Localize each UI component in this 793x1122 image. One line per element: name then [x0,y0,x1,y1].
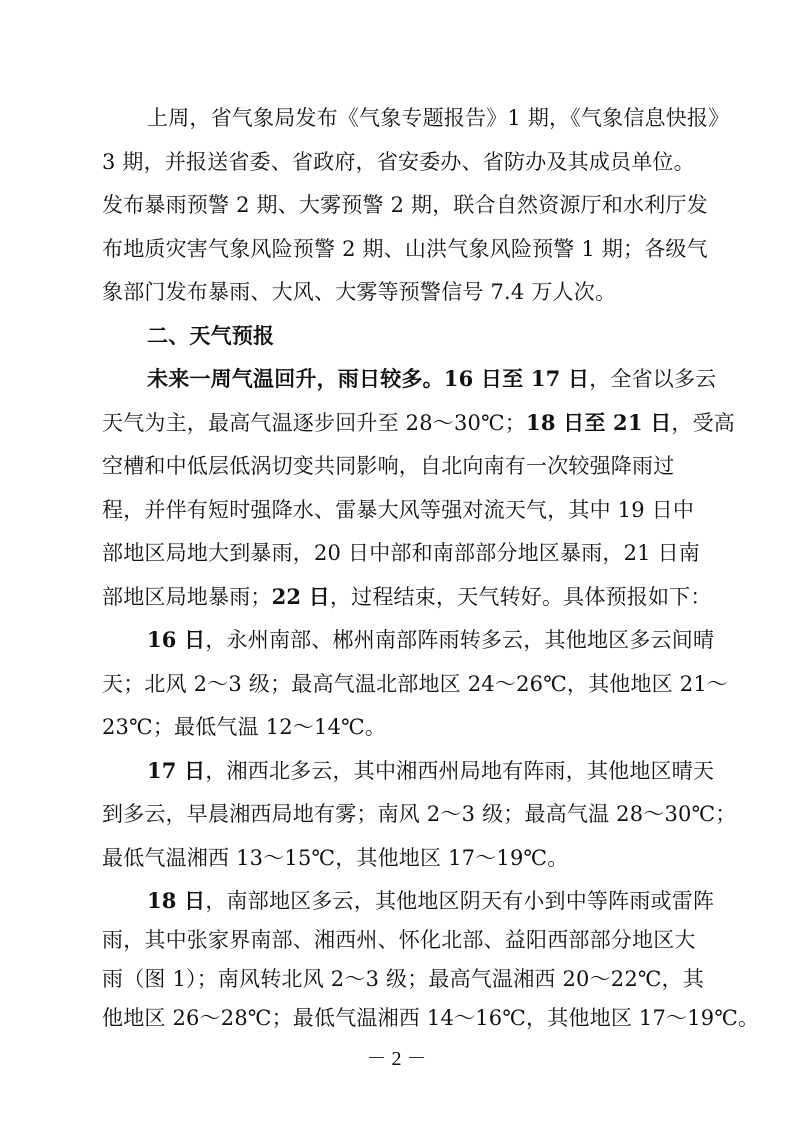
paragraph2-line4: 程，并伴有短时强降水、雷暴大风等强对流天气，其中 19 日中 [102,498,695,522]
paragraph1-line2: 3 期，并报送省委、省政府，省安委办、省防办及其成员单位。 [102,150,695,174]
paragraph1-line5: 象部门发布暴雨、大风、大雾等预警信号 7.4 万人次。 [102,280,617,304]
paragraph5-day-bold: 18 日 [147,888,206,913]
paragraph2-line1 [147,364,716,394]
paragraph2-line1-rest: ，全省以多云 [589,367,717,391]
paragraph2-line2-a: 天气为主，最高气温逐步回升至 28～30℃； [102,411,527,435]
paragraph1-line3: 发布暴雨预警 2 期、大雾预警 2 期，联合自然资源厅和水利厅发 [102,193,708,217]
paragraph5-line3: 雨（图 1）；南风转北风 2～3 级；最高气温湘西 20～22℃，其 [102,967,705,991]
paragraph2-line2 [102,408,735,438]
paragraph5-line1-rest: ，南部地区多云，其他地区阴天有小到中等阵雨或雷阵 [205,889,715,913]
paragraph5-line1 [147,886,714,916]
paragraph1-line1: 上周，省气象局发布《气象专题报告》1 期，《气象信息快报》 [147,106,730,130]
paragraph2-line6-b: ，过程结束，天气转好。具体预报如下： [329,585,712,609]
paragraph4-line1-rest: ，湘西北多云，其中湘西州局地有阵雨，其他地区晴天 [205,759,715,783]
paragraph3-day-bold: 16 日 [147,627,206,652]
paragraph2-line2-bold: 18 日至 21 日 [526,410,672,435]
paragraph4-line1 [147,756,714,786]
paragraph2-line6-a: 部地区局地暴雨； [102,585,272,609]
paragraph5-line2: 雨，其中张家界南部、湘西州、怀化北部、益阳西部部分地区大 [102,928,696,952]
paragraph3-line1 [147,625,714,655]
paragraph4-line3: 最低气温湘西 13～15℃，其他地区 17～19℃。 [102,846,569,870]
paragraph2-line5: 部地区局地大到暴雨，20 日中部和南部部分地区暴雨，21 日南 [102,541,700,565]
paragraph3-line3: 23℃；最低气温 12～14℃。 [102,715,387,739]
paragraph1-line4: 布地质灾害气象风险预警 2 期、山洪气象风险预警 1 期；各级气 [102,237,708,261]
paragraph4-day-bold: 17 日 [147,758,206,783]
paragraph5-line4: 他地区 26～28℃；最低气温湘西 14～16℃，其他地区 17～19℃。 [102,1006,760,1030]
paragraph2-line6-bold: 22 日 [271,584,330,609]
paragraph3-line2: 天；北风 2～3 级；最高气温北部地区 24～26℃，其他地区 21～ [102,672,729,696]
paragraph4-line2: 到多云，早晨湘西局地有雾；南风 2～3 级；最高气温 28～30℃； [102,802,737,826]
paragraph2-line2-b: ，受高 [671,411,736,435]
section-heading: 二、天气预报 [147,323,275,348]
paragraph2-line3: 空槽和中低层低涡切变共同影响，自北向南有一次较强降雨过 [102,454,675,478]
paragraph3-line1-rest: ，永州南部、郴州南部阵雨转多云，其他地区多云间晴 [205,628,715,652]
paragraph2-lead-bold: 未来一周气温回升，雨日较多。16 日至 17 日 [147,366,590,391]
page-number: － 2 － [366,1048,427,1070]
paragraph2-line6 [102,582,712,612]
